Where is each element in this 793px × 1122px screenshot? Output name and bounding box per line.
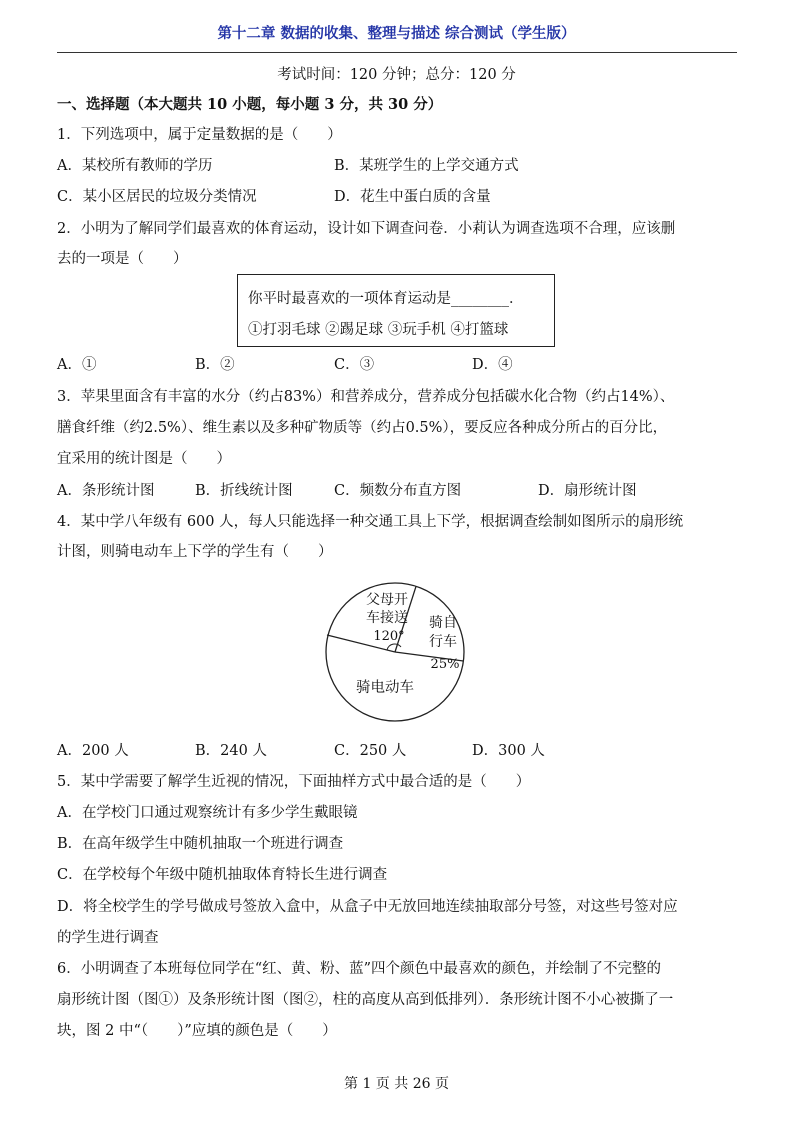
question-4-stem-line2: 计图，则骑电动车上下学的学生有（ ）: [57, 544, 333, 560]
question-3-stem-line2: 膳食纤维（约2.5%）、维生素以及多种矿物质等（约占0.5%），要反应各种成分所占的百分比，: [57, 420, 668, 436]
q4-option-b: B．240 人: [195, 743, 267, 759]
question-6-stem-line3: 块，图 2 中“（ ）”应填的颜色是（ ）: [57, 1023, 337, 1039]
q5-option-d: D．将全校学生的学号做成号签放入盒中，从盒子中无放回地连续抽取部分号签，对这些号签对应: [57, 899, 678, 915]
q3-option-b: B．折线统计图: [195, 483, 293, 499]
q1-option-c: C．某小区居民的垃圾分类情况: [57, 189, 257, 205]
q1-option-d: D．花生中蛋白质的含量: [334, 189, 491, 205]
question-2-stem-line1: 2．小明为了解同学们最喜欢的体育运动，设计如下调查问卷．小莉认为调查选项不合理，应该删: [57, 221, 676, 237]
q3-option-a: A．条形统计图: [57, 483, 155, 499]
question-6-stem-line1: 6．小明调查了本班每位同学在“红、黄、粉、蓝”四个颜色中最喜欢的颜色，并绘制了不完整的: [57, 961, 662, 977]
question-4-stem-line1: 4．某中学八年级有 600 人，每人只能选择一种交通工具上下学，根据调查绘制如图所示的扇形统: [57, 514, 684, 530]
sector-parents-label-2: 车接送: [366, 610, 408, 626]
q5-option-a: A．在学校门口通过观察统计有多少学生戴眼镜: [57, 805, 358, 821]
q4-option-c: C．250 人: [334, 743, 407, 759]
pie-chart: [315, 580, 475, 740]
exam-info: 考试时间：120 分钟；总分：120 分: [277, 67, 516, 83]
q2-option-c: C．③: [334, 357, 375, 373]
q2-option-a: A．①: [57, 357, 97, 373]
survey-box: [237, 274, 555, 347]
q1-option-a: A．某校所有教师的学历: [57, 158, 213, 174]
sector-bike-percent: 25%: [430, 657, 460, 672]
document-title: 第十二章 数据的收集、整理与描述 综合测试（学生版）: [217, 25, 576, 42]
sector-parents-label-1: 父母开: [366, 592, 408, 608]
question-1-stem: 1．下列选项中，属于定量数据的是（ ）: [57, 127, 342, 143]
page-number: 第 1 页 共 26 页: [344, 1076, 449, 1092]
q5-option-c: C．在学校每个年级中随机抽取体育特长生进行调查: [57, 867, 388, 883]
sector-parents-angle: 120°: [373, 629, 405, 644]
sector-bike-label-2: 行车: [429, 634, 457, 650]
q5-option-d-line2: 的学生进行调查: [57, 930, 159, 946]
sector-bike-label-1: 骑自: [429, 615, 457, 631]
q2-option-b: B．②: [195, 357, 235, 373]
q4-option-a: A．200 人: [57, 743, 129, 759]
header-divider: [57, 52, 737, 53]
survey-choices: ①打羽毛球 ②踢足球 ③玩手机 ④打篮球: [248, 322, 509, 338]
q4-option-d: D．300 人: [472, 743, 545, 759]
section-heading: 一、选择题（本大题共 10 小题，每小题 3 分，共 30 分）: [57, 96, 443, 113]
question-2-stem-line2: 去的一项是（ ）: [57, 251, 188, 267]
question-5-stem: 5．某中学需要了解学生近视的情况，下面抽样方式中最合适的是（ ）: [57, 774, 531, 790]
q5-option-b: B．在高年级学生中随机抽取一个班进行调查: [57, 836, 344, 852]
q1-option-b: B．某班学生的上学交通方式: [334, 158, 519, 174]
q3-option-c: C．频数分布直方图: [334, 483, 462, 499]
angle-arc: [387, 644, 401, 650]
question-3-stem-line1: 3．苹果里面含有丰富的水分（约占83%）和营养成分，营养成分包括碳水化合物（约占14%）、: [57, 389, 675, 405]
q3-option-d: D．扇形统计图: [538, 483, 637, 499]
q2-option-d: D．④: [472, 357, 513, 373]
sector-ebike-label: 骑电动车: [356, 680, 414, 696]
survey-question: 你平时最喜欢的一项体育运动是________．: [248, 291, 524, 307]
question-3-stem-line3: 宜采用的统计图是（ ）: [57, 451, 231, 467]
question-6-stem-line2: 扇形统计图（图①）及条形统计图（图②，柱的高度从高到低排列）．条形统计图不小心被撕了一: [57, 992, 674, 1008]
